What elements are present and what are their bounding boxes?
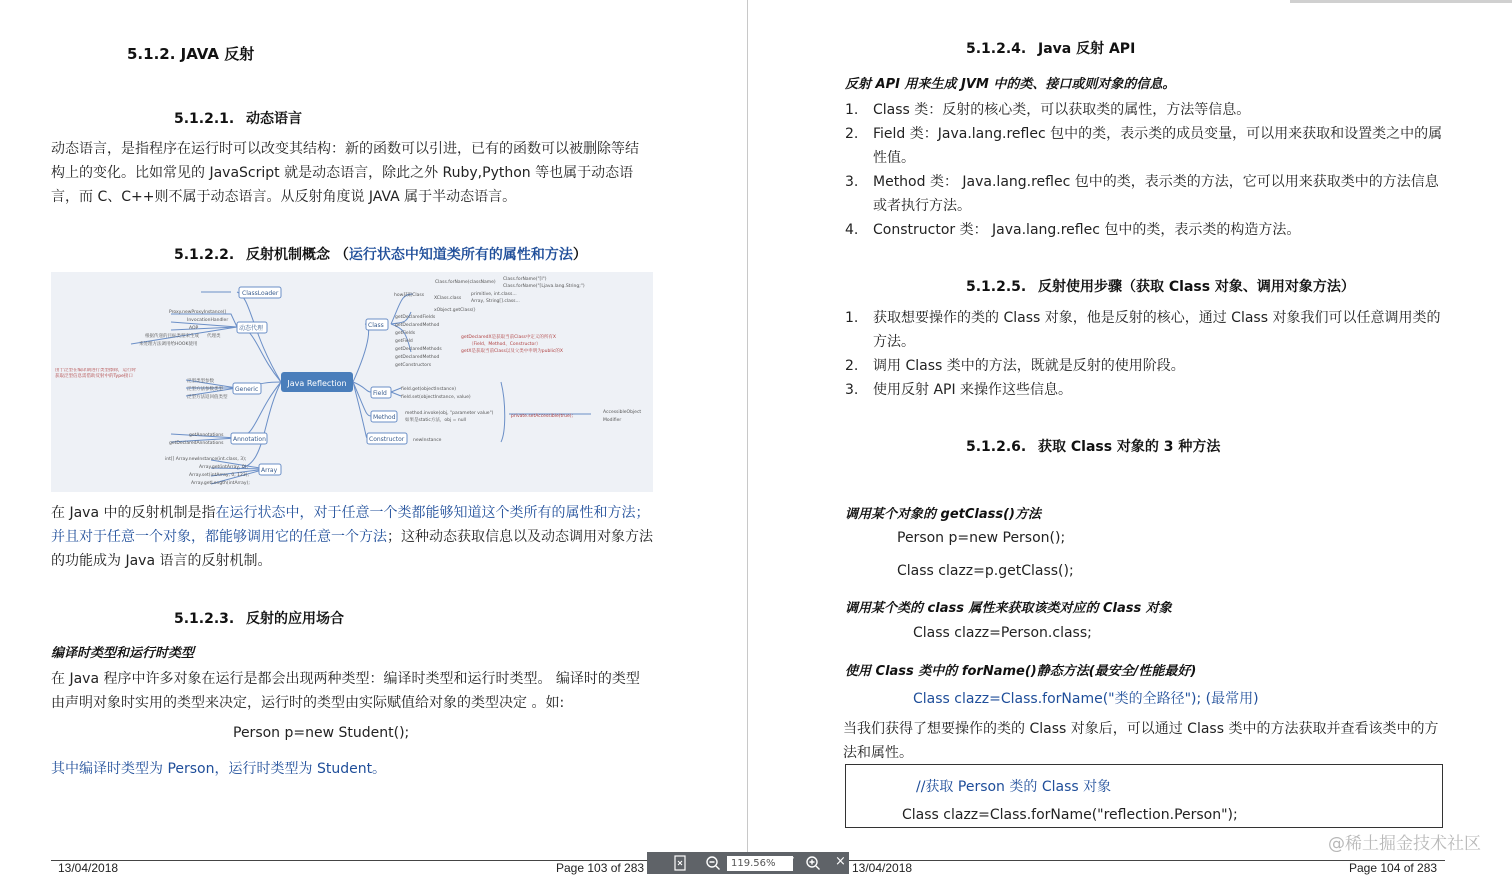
svg-text:getX是获取当前Class以及父类中申明为public的X: getX是获取当前Class以及父类中申明为public的X bbox=[461, 349, 563, 354]
svg-text:Array.getLength(intArray);: Array.getLength(intArray); bbox=[191, 481, 250, 486]
svg-text:getDeclaredMethods: getDeclaredMethods bbox=[395, 347, 442, 352]
node-proxy: 动态代理 bbox=[239, 325, 264, 332]
mindmap-note: 由于泛型在编译期进行类型擦除，运行时获取泛型信息需借助反射中的Type接口 bbox=[55, 368, 136, 379]
list-item: 2. 调用 Class 类中的方法，既就是反射的使用阶段。 bbox=[845, 358, 1185, 374]
heading-text: 反射机制概念 （ bbox=[246, 247, 349, 263]
svg-text:getConstructors: getConstructors bbox=[395, 363, 432, 368]
zoom-level-input[interactable]: 119.56% bbox=[727, 856, 793, 871]
svg-text:newInstance: newInstance bbox=[413, 438, 442, 443]
svg-text:xObject.getClass(): xObject.getClass() bbox=[434, 308, 476, 313]
svg-text:Class.forName("[Ljava.lang.Str: Class.forName("[Ljava.lang.String;") bbox=[503, 284, 585, 289]
svg-text:代理类: 代理类 bbox=[207, 334, 221, 339]
svg-text:method.invoke(obj, "parameter: method.invoke(obj, "parameter value") bbox=[405, 411, 494, 416]
note-compile-runtime: 其中编译时类型为 Person，运行时类型为 Student。 bbox=[51, 761, 387, 777]
node-center-label: Java Reflection bbox=[287, 379, 347, 388]
svg-text:泛型方法返回值类型: 泛型方法返回值类型 bbox=[187, 395, 228, 400]
heading-text: 获取 Class 对象的 3 种方法 bbox=[1038, 439, 1221, 455]
code-getclass: Class clazz=p.getClass(); bbox=[897, 563, 1074, 579]
svg-text:getDeclaredMethod: getDeclaredMethod bbox=[395, 323, 440, 328]
watermark: @稀土掘金技术社区 bbox=[1328, 834, 1481, 854]
list-reflection-api bbox=[845, 98, 1445, 242]
code-person-class: Class clazz=Person.class; bbox=[913, 625, 1092, 641]
code-forname: Class clazz=Class.forName("类的全路径"); (最常用) bbox=[913, 691, 1259, 707]
subheading-compile-runtime: 编译时类型和运行时类型 bbox=[51, 646, 195, 661]
heading-number: 5.1.2.6. bbox=[966, 439, 1027, 455]
svg-text:Array.set(intArray, 0, 123);: Array.set(intArray, 0, 123); bbox=[189, 473, 249, 478]
list-item: 1. Class 类：反射的核心类，可以获取类的属性，方法等信息。 bbox=[845, 102, 1251, 118]
para-part-c: ；这种动态获取信息以及动态调用对象方法的功能成为 Java 语言的反射机制。 bbox=[51, 529, 653, 569]
node-field: Field bbox=[373, 390, 387, 397]
heading-number: 5.1.2.2. bbox=[174, 247, 235, 263]
pdf-viewer-toolbar bbox=[647, 852, 849, 874]
svg-text:AOP: AOP bbox=[189, 326, 199, 331]
heading-text: Java 反射 API bbox=[1038, 41, 1136, 57]
heading-text: 反射使用步骤（获取 Class 对象、调用对象方法） bbox=[1038, 279, 1355, 295]
footer-page-right: Page 104 of 283 bbox=[1349, 861, 1438, 875]
heading-text: 动态语言 bbox=[246, 111, 302, 127]
svg-text:field.set(objectInstance, valu: field.set(objectInstance, value) bbox=[401, 395, 471, 400]
zoom-dropdown-chevron-icon[interactable]: ▼ bbox=[787, 856, 794, 866]
code-box-comment: //获取 Person 类的 Class 对象 bbox=[916, 779, 1112, 795]
node-method: Method bbox=[373, 414, 396, 421]
para-part-a: 在 Java 中的反射机制是指 bbox=[51, 505, 216, 521]
svg-text:int[] Array.newInstance(int.cl: int[] Array.newInstance(int.class, 3); bbox=[165, 457, 247, 462]
paragraph-compile-runtime: 在 Java 程序中许多对象在运行是都会出现两种类型：编译时类型和运行时类型。 编译时的类型由声明对象时实用的类型来决定，运行时的类型由实际赋值给对象的类型决定 。如: bbox=[51, 671, 640, 711]
footer-page-left: Page 103 of 283 bbox=[556, 861, 645, 875]
svg-text:primitive, int.class...: primitive, int.class... bbox=[471, 292, 517, 297]
heading-5-1-2-3 bbox=[174, 608, 344, 628]
heading-5-1-2-5 bbox=[966, 276, 1355, 296]
svg-text:来处理方法调用给HOOK使用: 来处理方法调用给HOOK使用 bbox=[139, 342, 198, 347]
reflection-mindmap-image bbox=[51, 272, 653, 492]
heading-5-1-2-6 bbox=[966, 436, 1220, 456]
top-edge-shadow bbox=[1290, 0, 1512, 3]
code-new-person: Person p=new Person(); bbox=[897, 530, 1066, 546]
svg-text:AccessibleObject: AccessibleObject bbox=[603, 410, 642, 415]
zoom-out-icon[interactable] bbox=[705, 855, 721, 875]
node-array: Array bbox=[261, 467, 278, 474]
svg-text:XClass.class: XClass.class bbox=[434, 296, 462, 301]
svg-text:Array.get(intArray, 0);: Array.get(intArray, 0); bbox=[199, 465, 249, 470]
svg-text:Array, String[].class...: Array, String[].class... bbox=[471, 299, 520, 304]
heading-5-1-2-1 bbox=[174, 108, 302, 128]
svg-text:泛型方法参数类型: 泛型方法参数类型 bbox=[187, 387, 223, 392]
paragraph-dynamic-language: 动态语言，是指程序在运行时可以改变其结构：新的函数可以引进，已有的函数可以被删除等结构上的变化。比如常见的 JavaScript 就是动态语言，除此之外 Ruby,Python 等也属于动态语言，而 C、C++则不属于动态语言。从反射角度说 JAVA 属于半动态语言。 bbox=[51, 141, 639, 205]
node-class: Class bbox=[368, 322, 384, 329]
page-divider bbox=[747, 0, 748, 874]
svg-text:Modifier: Modifier bbox=[603, 418, 622, 423]
list-item: 4. Constructor 类： Java.lang.reflec 包中的类，表示类的构造方法。 bbox=[845, 222, 1301, 238]
heading-number: 5.1.2.1. bbox=[174, 111, 235, 127]
heading-number: 5.1.2.4. bbox=[966, 41, 1027, 57]
svg-text:how获取Class: how获取Class bbox=[394, 293, 425, 298]
mindmap-leaves bbox=[139, 276, 641, 486]
zoom-in-icon[interactable] bbox=[805, 855, 821, 875]
list-item: 3. Method 类： Java.lang.reflec 包中的类，表示类的方法，它可以用来获取类中的方法信息或者执行方法。 bbox=[845, 174, 1439, 214]
list-reflection-steps bbox=[845, 306, 1445, 402]
svg-text:getFields: getFields bbox=[395, 331, 416, 336]
subheading-getclass: 调用某个对象的 getClass()方法 bbox=[845, 507, 1041, 522]
footer-date-left: 13/04/2018 bbox=[58, 861, 119, 875]
heading-close: ） bbox=[572, 247, 587, 263]
svg-text:getAnnotations: getAnnotations bbox=[189, 433, 224, 438]
svg-text:getDeclaredMethod: getDeclaredMethod bbox=[395, 355, 440, 360]
list-item: 2. Field 类：Java.lang.reflec 包中的类，表示类的成员变量，可以用来获取和设置类之中的属性值。 bbox=[845, 126, 1443, 166]
para-part-b-link: 在运行状态中，对于任意一个类都能够知道这个类所有的属性和方法；并且对于任意一个对象，都能够调用它的任意一个方法 bbox=[51, 505, 650, 545]
paragraph-after-class-object: 当我们获得了想要操作的类的 Class 对象后，可以通过 Class 类中的方法获取并查看该类中的方法和属性。 bbox=[843, 721, 1439, 761]
heading-5-1-2-2 bbox=[174, 244, 587, 264]
node-constructor: Constructor bbox=[369, 436, 405, 443]
svg-text:Class.forName(className): Class.forName(className) bbox=[435, 280, 496, 285]
heading-link-text: 运行状态中知道类所有的属性和方法 bbox=[348, 247, 573, 263]
svg-text:private.setAccessible(true);: private.setAccessible(true); bbox=[511, 414, 574, 419]
node-annotation: Annotation bbox=[233, 436, 266, 443]
svg-text:泛型类型参数: 泛型类型参数 bbox=[187, 379, 214, 384]
svg-text:（Field、Method、Constructor）: （Field、Method、Constructor） bbox=[469, 342, 541, 347]
heading-5-1-2-4 bbox=[966, 38, 1135, 58]
code-box bbox=[845, 764, 1443, 828]
node-generic: Generic bbox=[235, 386, 259, 393]
svg-text:getDeclaredAnnotations: getDeclaredAnnotations bbox=[169, 441, 224, 446]
svg-text:InvocationHandler: InvocationHandler bbox=[187, 318, 229, 323]
heading-number: 5.1.2.5. bbox=[966, 279, 1027, 295]
code-box-statement: Class clazz=Class.forName("reflection.Person"); bbox=[902, 807, 1238, 823]
svg-text:Class.forName("[I"): Class.forName("[I") bbox=[503, 277, 547, 282]
list-item: 3. 使用反射 API 来操作这些信息。 bbox=[845, 382, 1073, 398]
code-person-student: Person p=new Student(); bbox=[233, 725, 410, 741]
svg-text:getField: getField bbox=[395, 339, 413, 344]
heading-text: 反射的应用场合 bbox=[246, 611, 344, 627]
heading-number: 5.1.2.3. bbox=[174, 611, 235, 627]
section-title: 5.1.2. JAVA 反射 bbox=[127, 45, 255, 63]
mindmap-svg bbox=[51, 272, 653, 492]
node-classloader: ClassLoader bbox=[242, 290, 279, 297]
svg-text:根据传递的目标类型来生成: 根据传递的目标类型来生成 bbox=[145, 334, 199, 339]
fit-page-icon[interactable] bbox=[673, 855, 687, 875]
subheading-class-attribute: 调用某个类的 class 属性来获取该类对应的 Class 对象 bbox=[845, 601, 1172, 616]
subheading-forname: 使用 Class 类中的 forName()静态方法(最安全/性能最好) bbox=[845, 664, 1197, 679]
svg-text:如果是static方法，obj = null: 如果是static方法，obj = null bbox=[405, 418, 467, 423]
svg-text:getDeclaredFields: getDeclaredFields bbox=[395, 315, 436, 320]
list-item: 1. 获取想要操作的类的 Class 对象，他是反射的核心，通过 Class 对象我们可以任意调用类的方法。 bbox=[845, 310, 1441, 350]
subheading-reflection-api: 反射 API 用来生成 JVM 中的类、接口或则对象的信息。 bbox=[845, 77, 1176, 92]
svg-text:field.get(objectInstance): field.get(objectInstance) bbox=[401, 387, 457, 392]
footer-date-right: 13/04/2018 bbox=[852, 861, 913, 875]
svg-text:getDeclaredX是获取当前Class中定义的所有X: getDeclaredX是获取当前Class中定义的所有X bbox=[461, 335, 556, 340]
svg-text:Proxy.newProxyInstance(): Proxy.newProxyInstance() bbox=[169, 310, 227, 315]
paragraph-reflection-concept bbox=[51, 501, 653, 573]
close-toolbar-icon[interactable]: × bbox=[835, 854, 846, 869]
